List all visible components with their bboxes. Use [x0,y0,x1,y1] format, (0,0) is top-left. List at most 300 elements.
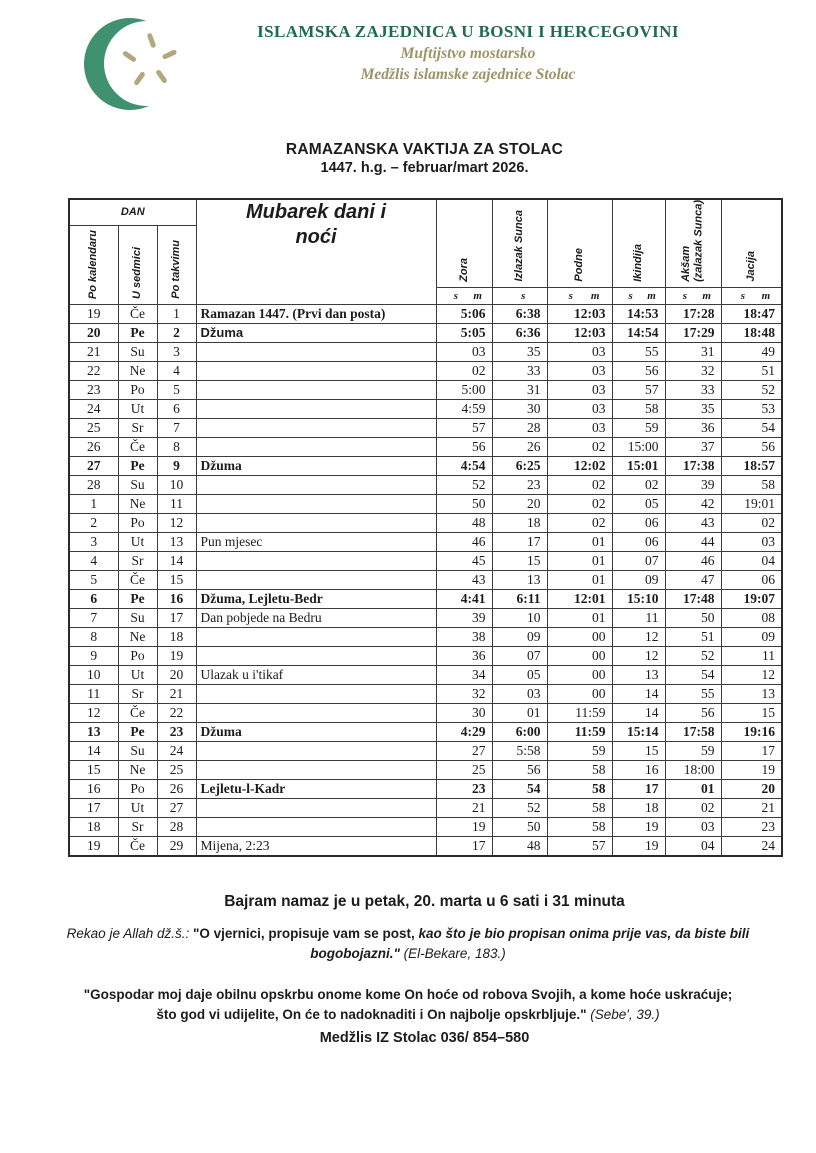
unit-cell [492,287,547,304]
event-label [196,494,436,513]
event-label [196,570,436,589]
table-row [69,703,782,722]
time-izlazak-sunca: 05 [492,665,547,684]
date-takvim: 2 [157,323,196,342]
time-ikindija: 14 [612,703,665,722]
time-zora: 4:59 [436,399,492,418]
time-jacija: 18:48 [721,323,782,342]
event-label [196,418,436,437]
time-ikindija: 19 [612,836,665,856]
quote-reference: (El-Bekare, 183.) [403,946,506,962]
table-row [69,437,782,456]
time-aksam: 43 [665,513,721,532]
time-podne: 03 [547,361,612,380]
time-col-header-ikindija [612,199,665,287]
time-col-label: Zora [457,258,470,282]
time-aksam: 32 [665,361,721,380]
time-col-header-podne [547,199,612,287]
event-label: Džuma [196,323,436,342]
time-aksam: 17:58 [665,722,721,741]
event-label [196,760,436,779]
quran-quote-sebe [78,985,738,1026]
dan-col-header [69,225,118,304]
time-izlazak-sunca: 6:25 [492,456,547,475]
time-podne: 58 [547,798,612,817]
date-weekday: Ne [118,627,157,646]
time-izlazak-sunca: 15 [492,551,547,570]
time-ikindija: 55 [612,342,665,361]
time-podne: 12:01 [547,589,612,608]
time-zora: 39 [436,608,492,627]
time-izlazak-sunca: 07 [492,646,547,665]
date-takvim: 8 [157,437,196,456]
time-aksam: 18:00 [665,760,721,779]
time-zora: 30 [436,703,492,722]
time-podne: 00 [547,684,612,703]
date-takvim: 12 [157,513,196,532]
time-zora: 03 [436,342,492,361]
date-calendar: 19 [69,304,118,323]
time-jacija: 03 [721,532,782,551]
unit-sati: s [682,289,688,302]
date-weekday: Su [118,741,157,760]
time-aksam: 01 [665,779,721,798]
date-calendar: 26 [69,437,118,456]
date-weekday: Pe [118,456,157,475]
time-ikindija: 14 [612,684,665,703]
time-podne: 01 [547,551,612,570]
time-jacija: 13 [721,684,782,703]
event-label [196,437,436,456]
date-calendar: 9 [69,646,118,665]
date-weekday: Po [118,513,157,532]
unit-sati: s [568,289,573,302]
time-jacija: 52 [721,380,782,399]
date-weekday: Pe [118,589,157,608]
event-label: Pun mjesec [196,532,436,551]
time-podne: 11:59 [547,722,612,741]
time-aksam: 44 [665,532,721,551]
time-ikindija: 56 [612,361,665,380]
vaktija-table [68,198,783,857]
table-row [69,589,782,608]
quran-quote-bekare [58,924,758,965]
date-takvim: 6 [157,399,196,418]
date-weekday: Po [118,380,157,399]
time-zora: 48 [436,513,492,532]
time-zora: 56 [436,437,492,456]
date-calendar: 25 [69,418,118,437]
time-ikindija: 12 [612,627,665,646]
time-zora: 23 [436,779,492,798]
date-calendar: 6 [69,589,118,608]
time-podne: 57 [547,836,612,856]
date-weekday: Ne [118,494,157,513]
time-izlazak-sunca: 20 [492,494,547,513]
date-weekday: Sr [118,684,157,703]
date-calendar: 14 [69,741,118,760]
time-izlazak-sunca: 28 [492,418,547,437]
date-weekday: Če [118,570,157,589]
time-aksam: 37 [665,437,721,456]
time-podne: 03 [547,399,612,418]
time-zora: 45 [436,551,492,570]
time-aksam: 52 [665,646,721,665]
time-col-label: Akšam (zalazak Sunca) [680,200,706,282]
date-calendar: 24 [69,399,118,418]
time-ikindija: 12 [612,646,665,665]
date-calendar: 21 [69,342,118,361]
unit-cell [547,287,612,304]
time-podne: 58 [547,779,612,798]
time-aksam: 51 [665,627,721,646]
date-calendar: 16 [69,779,118,798]
time-aksam: 17:48 [665,589,721,608]
table-row [69,380,782,399]
time-jacija: 17 [721,741,782,760]
time-jacija: 18:47 [721,304,782,323]
event-label [196,798,436,817]
time-podne: 03 [547,342,612,361]
time-jacija: 56 [721,437,782,456]
table-row [69,399,782,418]
unit-sati: s [453,289,459,302]
date-takvim: 28 [157,817,196,836]
time-ikindija: 15:01 [612,456,665,475]
date-calendar: 17 [69,798,118,817]
time-zora: 50 [436,494,492,513]
time-col-label: Izlazak Sunca [513,210,526,282]
time-izlazak-sunca: 03 [492,684,547,703]
time-zora: 57 [436,418,492,437]
time-aksam: 33 [665,380,721,399]
event-label [196,475,436,494]
table-row [69,456,782,475]
event-label: Mijena, 2:23 [196,836,436,856]
time-aksam: 17:28 [665,304,721,323]
time-podne: 11:59 [547,703,612,722]
date-weekday: Ut [118,399,157,418]
time-podne: 01 [547,570,612,589]
table-row [69,323,782,342]
event-label: Lejletu-l-Kadr [196,779,436,798]
time-ikindija: 06 [612,513,665,532]
time-izlazak-sunca: 17 [492,532,547,551]
time-podne: 58 [547,817,612,836]
time-podne: 03 [547,380,612,399]
unit-minute: m [473,289,482,302]
date-takvim: 22 [157,703,196,722]
time-izlazak-sunca: 23 [492,475,547,494]
date-weekday: Če [118,703,157,722]
time-zora: 52 [436,475,492,494]
time-izlazak-sunca: 50 [492,817,547,836]
time-aksam: 36 [665,418,721,437]
date-takvim: 18 [157,627,196,646]
dan-col-label: Po takvimu [170,240,183,299]
time-podne: 12:03 [547,323,612,342]
time-izlazak-sunca: 54 [492,779,547,798]
table-row [69,760,782,779]
date-takvim: 20 [157,665,196,684]
time-izlazak-sunca: 6:00 [492,722,547,741]
date-weekday: Su [118,342,157,361]
time-podne: 01 [547,532,612,551]
date-weekday: Če [118,437,157,456]
time-podne: 59 [547,741,612,760]
time-aksam: 17:38 [665,456,721,475]
time-ikindija: 18 [612,798,665,817]
time-jacija: 04 [721,551,782,570]
time-podne: 00 [547,665,612,684]
time-aksam: 42 [665,494,721,513]
time-aksam: 31 [665,342,721,361]
time-col-header-izlazak-sunca [492,199,547,287]
time-jacija: 20 [721,779,782,798]
time-col-header-aksam [665,199,721,287]
date-weekday: Če [118,304,157,323]
event-label [196,741,436,760]
unit-minute: m [647,289,656,302]
event-label [196,399,436,418]
event-label: Dan pobjede na Bedru [196,608,436,627]
time-jacija: 09 [721,627,782,646]
time-zora: 34 [436,665,492,684]
time-jacija: 19:07 [721,589,782,608]
unit-sati: s [628,289,633,302]
time-zora: 25 [436,760,492,779]
table-row [69,741,782,760]
time-izlazak-sunca: 01 [492,703,547,722]
time-aksam: 55 [665,684,721,703]
date-calendar: 23 [69,380,118,399]
date-calendar: 22 [69,361,118,380]
time-izlazak-sunca: 13 [492,570,547,589]
time-jacija: 54 [721,418,782,437]
time-podne: 00 [547,627,612,646]
title-line2: 1447. h.g. – februar/mart 2026. [320,160,529,176]
time-zora: 02 [436,361,492,380]
date-weekday: Po [118,646,157,665]
date-calendar: 8 [69,627,118,646]
time-podne: 03 [547,418,612,437]
table-row [69,418,782,437]
table-row [69,836,782,856]
unit-sati: s [521,289,526,302]
date-takvim: 4 [157,361,196,380]
date-takvim: 1 [157,304,196,323]
time-izlazak-sunca: 10 [492,608,547,627]
time-aksam: 39 [665,475,721,494]
time-ikindija: 19 [612,817,665,836]
date-takvim: 24 [157,741,196,760]
table-row [69,665,782,684]
time-col-header-jacija [721,199,782,287]
time-jacija: 58 [721,475,782,494]
time-izlazak-sunca: 09 [492,627,547,646]
time-zora: 4:41 [436,589,492,608]
time-ikindija: 58 [612,399,665,418]
table-row [69,627,782,646]
date-weekday: Ut [118,532,157,551]
date-calendar: 10 [69,665,118,684]
time-jacija: 19:01 [721,494,782,513]
table-row [69,608,782,627]
table-row [69,646,782,665]
time-ikindija: 59 [612,418,665,437]
time-aksam: 17:29 [665,323,721,342]
time-podne: 02 [547,437,612,456]
date-calendar: 5 [69,570,118,589]
date-calendar: 3 [69,532,118,551]
date-weekday: Pe [118,323,157,342]
org-header [118,22,816,84]
date-weekday: Po [118,779,157,798]
time-zora: 4:29 [436,722,492,741]
unit-minute: m [590,289,600,302]
date-takvim: 19 [157,646,196,665]
date-takvim: 14 [157,551,196,570]
org-muftijstvo: Muftijstvo mostarsko [400,45,536,62]
time-ikindija: 09 [612,570,665,589]
quote-bold: "O vjernici, propisuje vam se post, [192,926,419,941]
event-label: Ulazak u i'tikaf [196,665,436,684]
date-weekday: Če [118,836,157,856]
table-row [69,722,782,741]
date-weekday: Su [118,475,157,494]
time-jacija: 49 [721,342,782,361]
date-calendar: 27 [69,456,118,475]
time-ikindija: 13 [612,665,665,684]
time-ikindija: 02 [612,475,665,494]
date-takvim: 26 [157,779,196,798]
event-label [196,684,436,703]
date-takvim: 15 [157,570,196,589]
table-row [69,779,782,798]
date-calendar: 11 [69,684,118,703]
time-jacija: 21 [721,798,782,817]
time-zora: 5:06 [436,304,492,323]
time-zora: 36 [436,646,492,665]
date-takvim: 9 [157,456,196,475]
time-izlazak-sunca: 6:38 [492,304,547,323]
time-zora: 4:54 [436,456,492,475]
event-label: Ramazan 1447. (Prvi dan posta) [196,304,436,323]
time-ikindija: 16 [612,760,665,779]
event-label [196,551,436,570]
time-izlazak-sunca: 5:58 [492,741,547,760]
time-izlazak-sunca: 18 [492,513,547,532]
date-weekday: Su [118,608,157,627]
date-takvim: 7 [157,418,196,437]
event-label [196,342,436,361]
date-takvim: 16 [157,589,196,608]
time-jacija: 11 [721,646,782,665]
time-zora: 19 [436,817,492,836]
time-jacija: 19 [721,760,782,779]
date-weekday: Sr [118,817,157,836]
time-col-label: Ikindija [632,244,645,282]
time-izlazak-sunca: 35 [492,342,547,361]
time-aksam: 46 [665,551,721,570]
time-ikindija: 15:10 [612,589,665,608]
table-row [69,475,782,494]
dan-col-label: Po kalendaru [87,229,100,299]
event-label [196,646,436,665]
table-row [69,798,782,817]
time-izlazak-sunca: 52 [492,798,547,817]
time-podne: 58 [547,760,612,779]
org-medzlis: Medžlis islamske zajednice Stolac [360,66,576,83]
event-label [196,817,436,836]
time-aksam: 54 [665,665,721,684]
time-col-header-zora [436,199,492,287]
dan-col-header [157,225,196,304]
date-calendar: 7 [69,608,118,627]
date-calendar: 4 [69,551,118,570]
time-zora: 21 [436,798,492,817]
date-weekday: Ne [118,760,157,779]
unit-cell [436,287,492,304]
unit-cell [665,287,721,304]
time-izlazak-sunca: 48 [492,836,547,856]
time-izlazak-sunca: 6:36 [492,323,547,342]
time-col-label: Jacija [744,251,757,282]
time-ikindija: 14:54 [612,323,665,342]
date-takvim: 29 [157,836,196,856]
time-col-label: Podne [573,248,586,282]
time-jacija: 19:16 [721,722,782,741]
date-takvim: 23 [157,722,196,741]
date-calendar: 13 [69,722,118,741]
dan-col-header [118,225,157,304]
time-jacija: 02 [721,513,782,532]
quote-text: "Gospodar moj daje obilnu opskrbu onome kome On hoće od robova Svojih, a kome hoće uskraćuje; što god vi udijelite, On će to nadoknaditi i On najbolje opskrbljuje." [83,987,733,1023]
time-aksam: 50 [665,608,721,627]
time-izlazak-sunca: 31 [492,380,547,399]
time-zora: 5:05 [436,323,492,342]
time-jacija: 06 [721,570,782,589]
table-row [69,494,782,513]
event-label: Džuma [196,722,436,741]
time-zora: 17 [436,836,492,856]
date-takvim: 10 [157,475,196,494]
time-ikindija: 05 [612,494,665,513]
time-podne: 02 [547,494,612,513]
date-calendar: 19 [69,836,118,856]
time-aksam: 56 [665,703,721,722]
quote-bold-italic: kao što je bio propisan onima prije vas, da biste bili bogobojazni." [310,926,750,962]
table-row [69,551,782,570]
time-izlazak-sunca: 26 [492,437,547,456]
time-jacija: 51 [721,361,782,380]
title-line1: RAMAZANSKA VAKTIJA ZA STOLAC [285,141,564,158]
date-calendar: 18 [69,817,118,836]
date-weekday: Sr [118,418,157,437]
table-row [69,817,782,836]
time-zora: 38 [436,627,492,646]
date-weekday: Ne [118,361,157,380]
date-weekday: Ut [118,665,157,684]
time-jacija: 08 [721,608,782,627]
time-podne: 02 [547,513,612,532]
date-calendar: 15 [69,760,118,779]
time-podne: 12:02 [547,456,612,475]
time-zora: 5:00 [436,380,492,399]
time-jacija: 24 [721,836,782,856]
date-calendar: 20 [69,323,118,342]
quote-lead: Rekao je Allah dž.š.: [66,926,193,941]
